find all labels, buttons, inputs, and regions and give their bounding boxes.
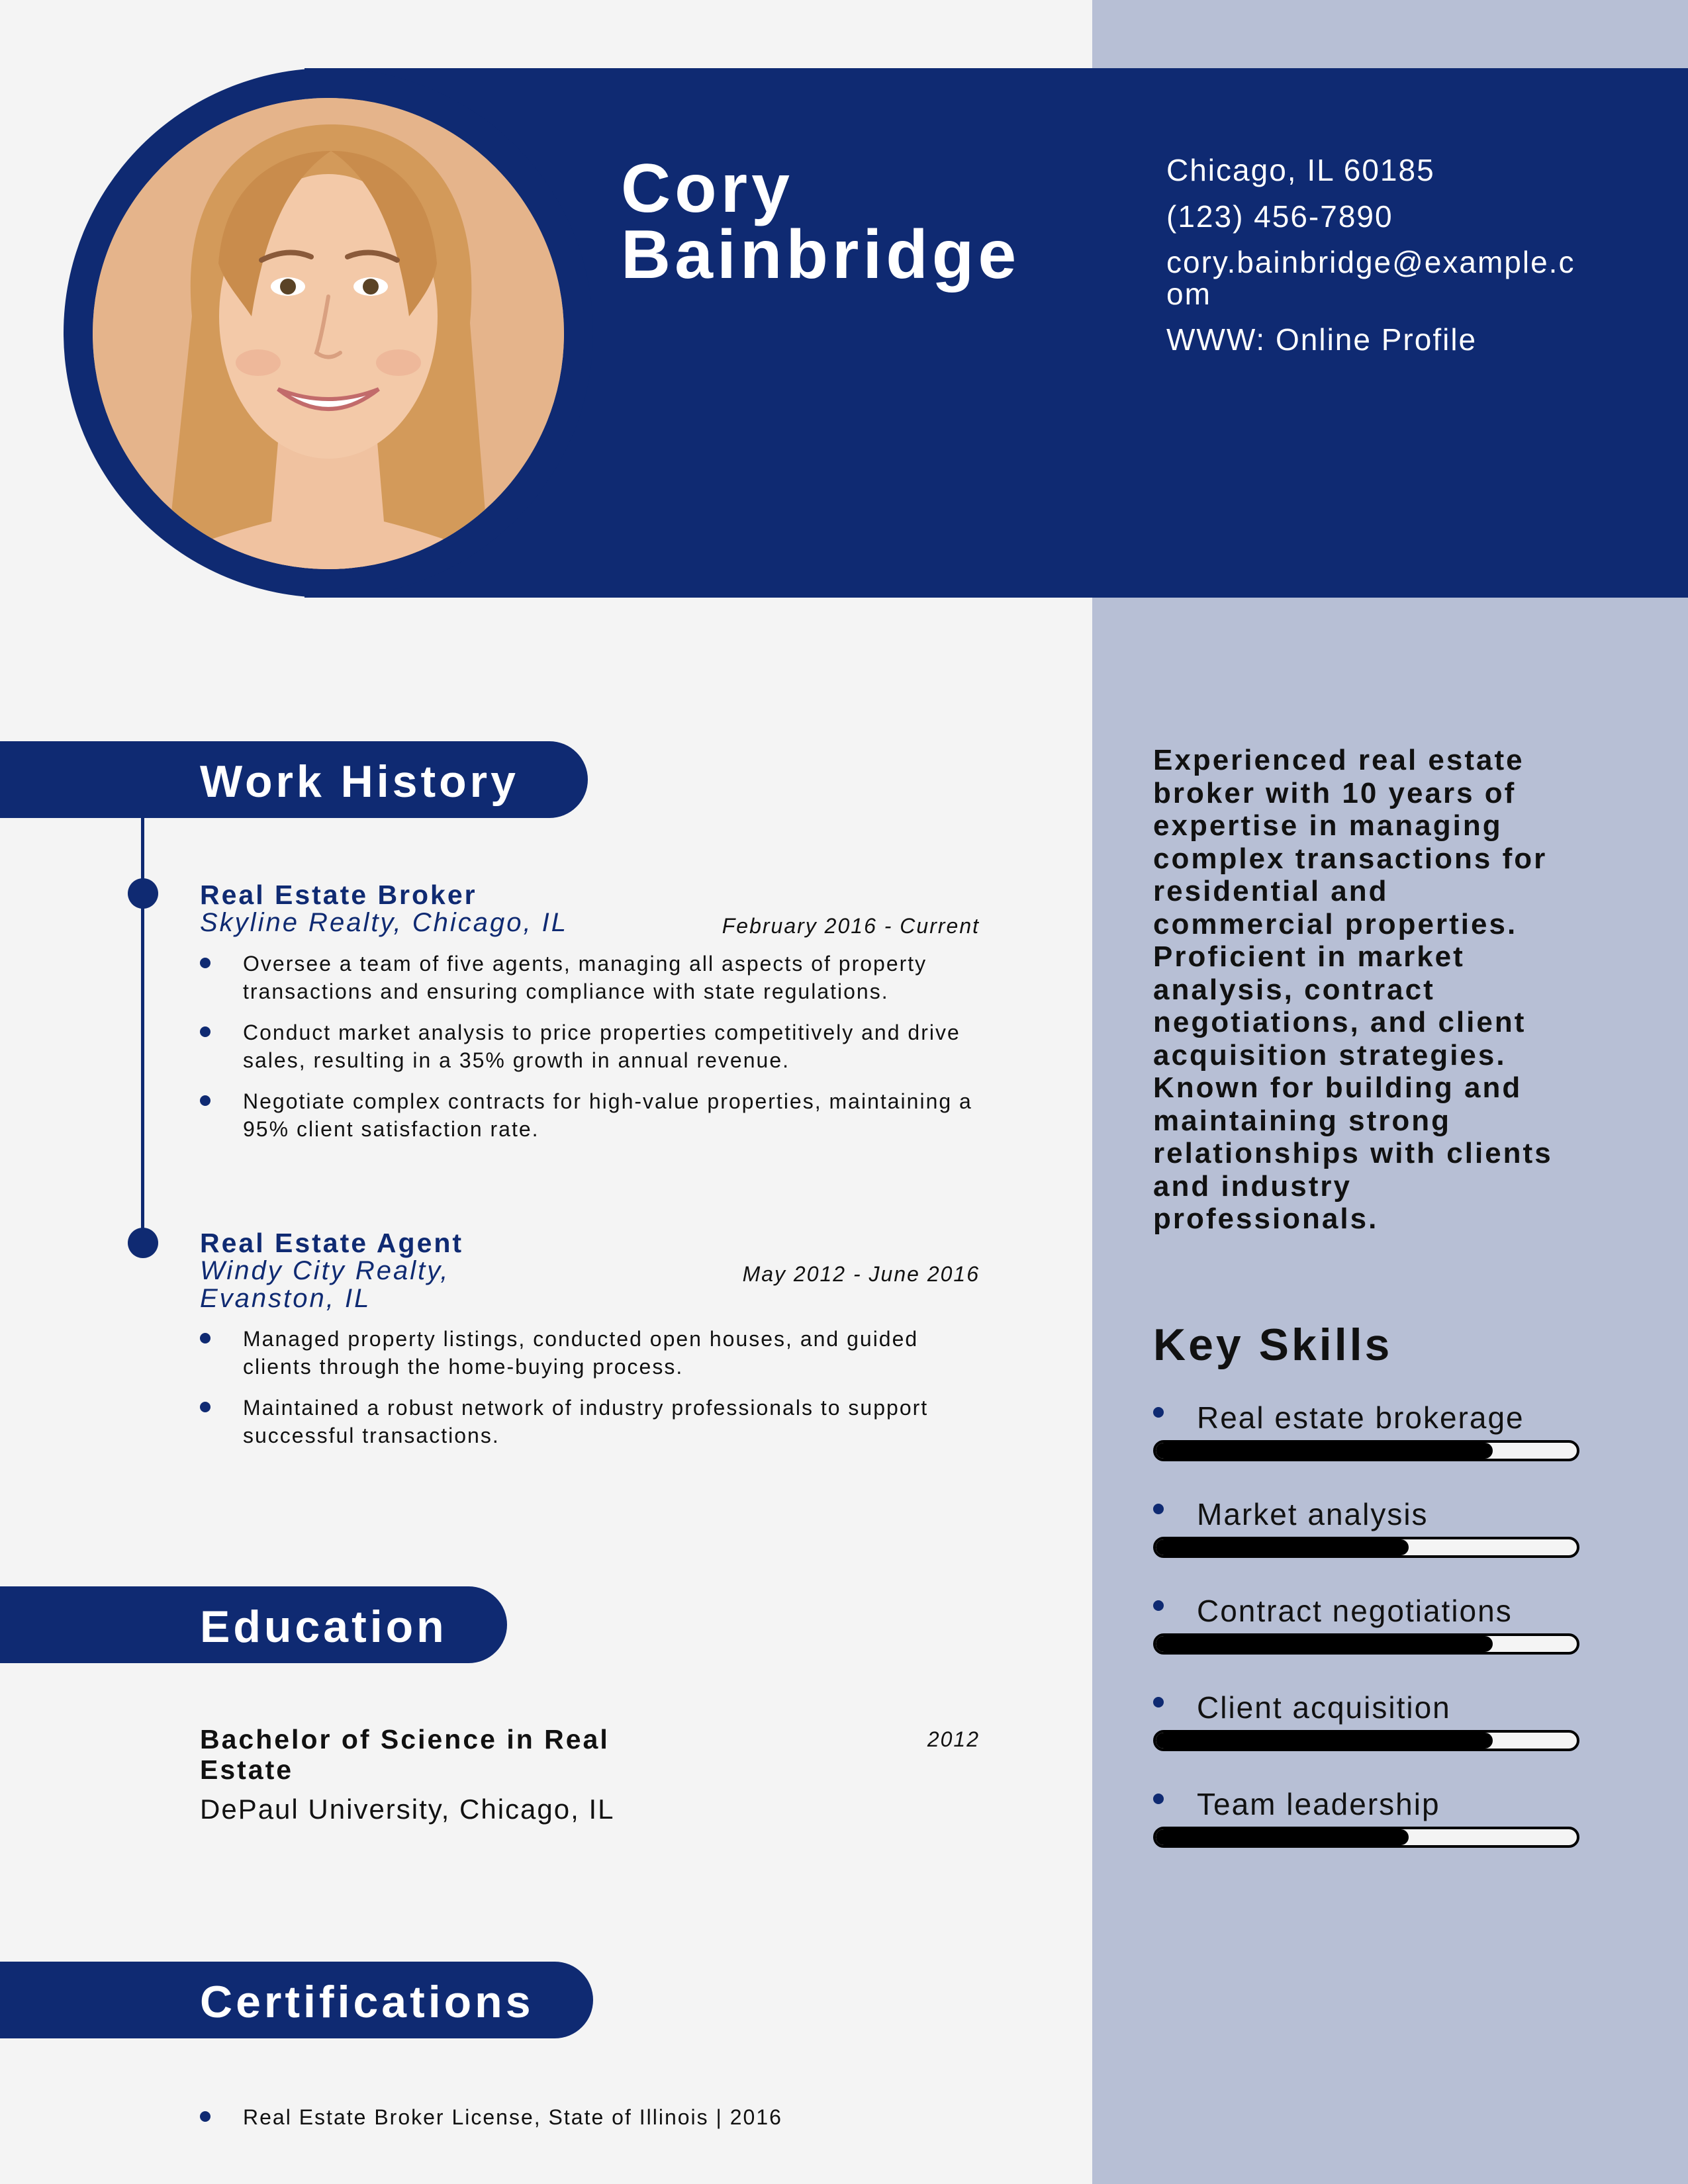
job-company: Windy City Realty, Evanston, IL	[200, 1256, 450, 1313]
work-history-heading: Work History	[200, 756, 519, 807]
certifications-heading-tab	[0, 1962, 593, 2038]
job-company: Skyline Realty, Chicago, IL	[200, 908, 569, 937]
job-bullet: Maintained a robust network of industry professionals to support successful transactions.	[200, 1394, 994, 1449]
skill-bullet-icon	[1153, 1697, 1164, 1707]
education-year: 2012	[927, 1727, 980, 1751]
skill-bar	[1153, 1633, 1579, 1655]
skill-bar-fill	[1156, 1539, 1409, 1555]
job-dates: February 2016 - Current	[722, 914, 980, 938]
professional-summary: Experienced real estate broker with 10 years of expertise in managing complex transactions for residential and commercial properties. Proficient in market analysis, contract negotiations, and client acquisition strategies. Known for building and maintaining strong relationships with clients and industry professionals.	[1153, 744, 1553, 1235]
education-heading-tab	[0, 1586, 507, 1663]
contact-phone: (123) 456-7890	[1166, 199, 1393, 234]
education-heading: Education	[200, 1602, 447, 1652]
skill-bullet-icon	[1153, 1407, 1164, 1418]
key-skills-heading: Key Skills	[1153, 1320, 1393, 1370]
job-title: Real Estate Broker	[200, 880, 477, 910]
skill-bullet-icon	[1153, 1794, 1164, 1804]
job-bullet: Conduct market analysis to price properties competitively and drive sales, resulting in a 35% growth in annual revenue.	[200, 1019, 994, 1074]
skill-label: Team leadership	[1197, 1787, 1440, 1821]
job-bullet: Oversee a team of five agents, managing all aspects of property transactions and ensuring compliance with state regulations.	[200, 950, 994, 1005]
skill-label: Market analysis	[1197, 1497, 1429, 1531]
profile-photo	[93, 98, 564, 569]
certifications-heading: Certifications	[200, 1977, 534, 2027]
job-bullets	[200, 1325, 994, 1463]
job-bullet: Negotiate complex contracts for high-value properties, maintaining a 95% client satisfaction rate.	[200, 1087, 994, 1143]
work-history-heading-tab	[0, 741, 588, 818]
skill-label: Contract negotiations	[1197, 1594, 1513, 1628]
school: DePaul University, Chicago, IL	[200, 1794, 615, 1825]
job-title: Real Estate Agent	[200, 1228, 464, 1258]
skill-bar-fill	[1156, 1636, 1493, 1652]
candidate-name	[621, 150, 1084, 293]
contact-address: Chicago, IL 60185	[1166, 153, 1435, 187]
skill-bar	[1153, 1537, 1579, 1558]
skill-label: Client acquisition	[1197, 1690, 1451, 1725]
skill-bar	[1153, 1730, 1579, 1751]
contact-email[interactable]: cory.bainbridge@example.com	[1166, 245, 1575, 311]
skill-bullet-icon	[1153, 1600, 1164, 1611]
job-dates: May 2012 - June 2016	[742, 1262, 980, 1286]
timeline-dot	[128, 878, 158, 909]
degree: Bachelor of Science in Real Estate	[200, 1724, 610, 1785]
skill-bar	[1153, 1440, 1579, 1461]
first-name: Cory	[621, 150, 794, 227]
skill-bar-fill	[1156, 1443, 1493, 1459]
skill-bar-fill	[1156, 1733, 1493, 1749]
certifications-list	[200, 2103, 994, 2144]
skill-bar	[1153, 1827, 1579, 1848]
timeline-dot	[128, 1228, 158, 1258]
skill-label: Real estate brokerage	[1197, 1400, 1524, 1435]
certification-item: Real Estate Broker License, State of Illinois | 2016	[200, 2103, 994, 2131]
contact-website[interactable]: WWW: Online Profile	[1166, 322, 1477, 357]
skill-bullet-icon	[1153, 1504, 1164, 1514]
skill-bar-fill	[1156, 1829, 1409, 1845]
contact-info	[1166, 154, 1590, 369]
job-bullet: Managed property listings, conducted open houses, and guided clients through the home-buying process.	[200, 1325, 994, 1381]
job-bullets	[200, 950, 994, 1156]
last-name: Bainbridge	[621, 216, 1021, 293]
